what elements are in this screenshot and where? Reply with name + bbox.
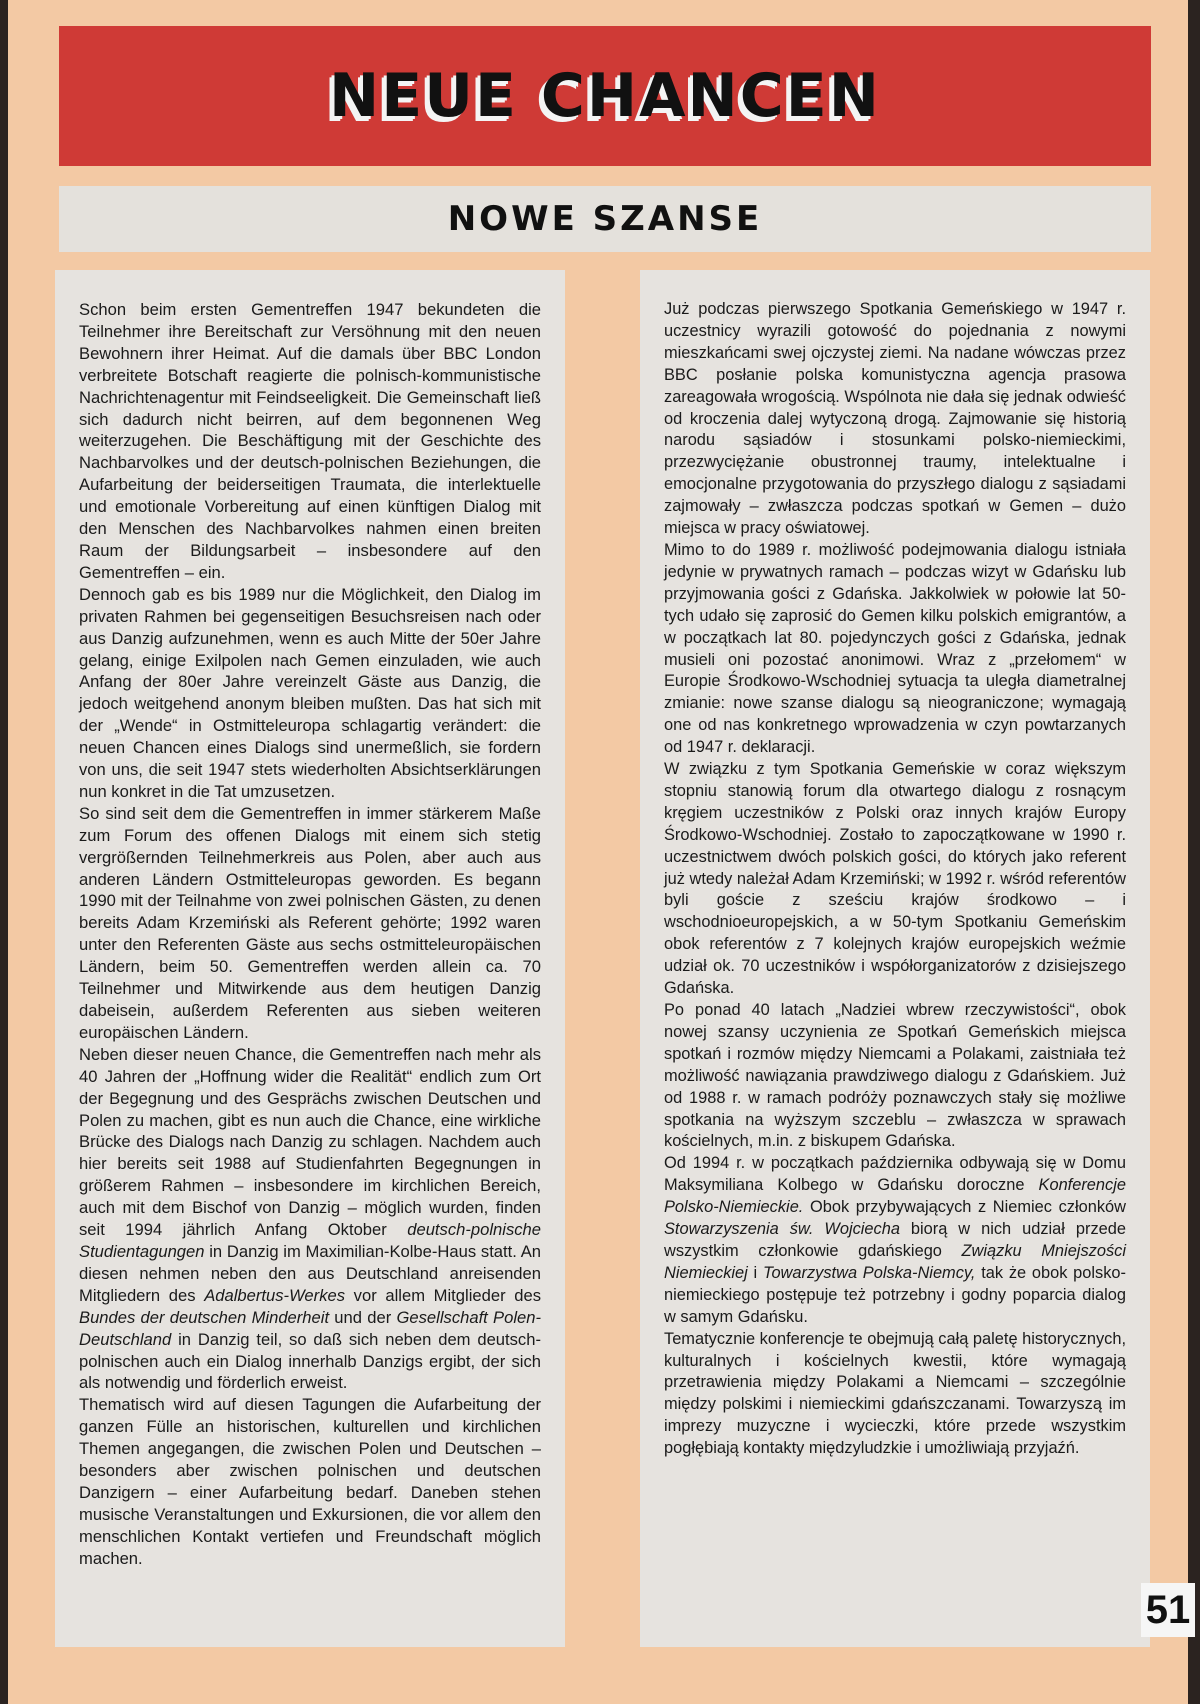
italic-text-run: Konferencje Polsko-Niemieckie. (664, 1176, 1126, 1217)
italic-text-run: Gesellschaft Polen-Deutschland (79, 1307, 542, 1349)
polish-paragraph (664, 1329, 1126, 1460)
text-run: tak że obok polsko-niemieckiego postępuje też potrzebny i godny poparcia dialog w samym Gdańsku. (664, 1263, 1127, 1326)
polish-paragraph (664, 1000, 1126, 1153)
polish-paragraph (664, 759, 1126, 1000)
polish-paragraph (664, 540, 1126, 759)
title-banner (59, 26, 1151, 166)
text-run: in Danzig im Maximilian-Kolbe-Haus statt. An diesen nehmen neben den aus Deutschland anreisenden Mitgliedern des (79, 1241, 541, 1305)
text-run: vor allem Mitglieder des (345, 1285, 541, 1305)
text-run: Po ponad 40 latach „Nadziei wbrew rzeczywistości“, obok nowej szansy uczynienia ze Spotkań Gemeńskich miejsca spotkań i rozmów między Niemcami a Polakami, zaistniała też możliwość nawiązania prawdziwego dialogu z Gdańskiem. Już od 1988 r. w ramach podróży poznawczych stały się możliwe spotkania na wyższym szczeblu – zwłaszcza w sprawach kościelnych, m.in. z biskupem Gdańska. (664, 1001, 1126, 1151)
text-run: W związku z tym Spotkania Gemeńskie w coraz większym stopniu stanowią forum dla otwartego dialogu z rosnącym kręgiem uczestników z Polski oraz innych krajów Europy Środkowo-Wschodniej. Zostało to zapoczątkowane w 1990 r. uczestnictwem dwóch polskich gości, do których jako referent już wtedy należał Adam Krzemiński; w 1992 r. wśród referentów byli goście z sześciu krajów środkowo – i wschodnioeuropejskich, a w 50-tym Spotkaniu Gemeńskim obok referentów z 7 kolejnych krajów europejskich weźmie udział ok. 70 uczestników i współorganizatorów z dzisiejszego Gdańska. (664, 760, 1126, 998)
text-run: Od 1994 r. w początkach października odbywają się w Domu Maksymiliana Kolbego w Gdańsku doroczne (664, 1154, 1126, 1195)
italic-text-run: Towarzystwa Polska-Niemcy, (762, 1263, 976, 1282)
italic-text-run: Stowarzyszenia św. Wojciecha (664, 1220, 900, 1239)
italic-text-run: Związku Mniejszości Niemieckiej (664, 1241, 1126, 1282)
text-run: So sind seit dem die Gementreffen in immer stärkerem Maße zum Forum des offenen Dialogs mit einem sich stetig vergrößernden Teilnehmerkreis aus Polen, aber auch aus anderen Ländern Ostmitteleuropas geworden. Es begann 1990 mit der Teilnahme von zwei polnischen Gästen, zu denen bereits Adam Krzemiński als Referent gehörte; 1992 waren unter den Referenten Gäste aus sechs ostmitteleuropäischen Ländern, beim 50. Gementreffen werden allein ca. 70 Teilnehmer und Mitwirkende aus dem heutigen Danzig dabeisein, außerdem Referenten aus sieben weiteren europäischen Ländern. (79, 803, 541, 1042)
text-run: Neben dieser neuen Chance, die Gementreffen nach mehr als 40 Jahren der „Hoffnung wider die Realität“ endlich zum Ort der Begegnung und des Gesprächs zwischen Deutschen und Polen zu machen, gibt es nun auch die Chance, eine wirkliche Brücke des Dialogs nach Danzig zu schlagen. Nachdem auch hier bereits seit 1988 auf Studienfahrten Begegnungen in größerem Rahmen – insbesondere im kirchlichen Bereich, auch mit dem Bischof von Danzig – möglich wurden, finden seit 1994 jährlich Anfang Oktober (79, 1044, 541, 1240)
page-subtitle: NOWE SZANSE (447, 199, 763, 239)
text-run: Obok przybywających z Niemiec członków (803, 1198, 1126, 1217)
italic-text-run: deutsch-polnische Studientagungen (79, 1220, 541, 1261)
text-run: Już podczas pierwszego Spotkania Gemeńskiego w 1947 r. uczestnicy wyrazili gotowość do pojednania z nowymi mieszkańcami swej ojczystej ziemi. Na nadane wówczas przez BBC posłanie polska komunistyczna agencja prasowa zareagowała wrogością. Wspólnota nie dała się jednak odwieść od kroczenia dalej wytyczoną drogą. Zajmowanie się historią narodu sąsiadów i stosunkami polsko-niemieckimi, przezwyciężanie obustronnej traumy, intelektualne i emocjonalne przygotowania do przyszłego dialogu z sąsiadami zajmowały – zwłaszcza podczas spotkań w Gemen – dużo miejsca w pracy oświatowej. (664, 300, 1126, 538)
german-paragraph (79, 1044, 541, 1395)
page-title: NEUE CHANCEN (329, 61, 881, 131)
text-run: Mimo to do 1989 r. możliwość podejmowania dialogu istniała jedynie w prywatnych ramach – podczas wizyt w Gdańsku lub przyjmowania gości z Gdańska. Jakkolwiek w połowie lat 50-tych udało się zaprosić do Gemen kilku polskich emigrantów, a w początkach lat 80. pojedynczych gości z Gdańska, jednak musieli oni pozostać anonimowi. Wraz z „przełomem“ w Europie Środkowo-Wschodniej sytuacja ta uległa diametralnej zmianie: nowe szanse dialogu są nieograniczone; wymagają one od nas konkretnego wprowadzenia w czyn powtarzanych od 1947 r. deklaracji. (664, 540, 1126, 757)
page-number-badge: 51 (1141, 1583, 1195, 1637)
text-run: und der (329, 1307, 397, 1327)
italic-text-run: Adalbertus-Werkes (204, 1285, 346, 1305)
polish-text-column (640, 270, 1150, 1647)
text-run: Schon beim ersten Gementreffen 1947 bekundeten die Teilnehmer ihre Bereitschaft zur Versöhnung mit den neuen Bewohnern ihrer Heimat. Auf die damals über BBC London verbreitete Botschaft reagierte die polnisch-kommunistische Nachrichtenagentur mit Feindseeligkeit. Die Gemeinschaft ließ sich dadurch nicht beirren, auf dem begonnenen Weg weiterzugehen. Die Beschäftigung mit der Geschichte des Nachbarvolkes und der deutsch-polnischen Beziehungen, die Aufarbeitung der beiderseitigen Traumata, die interlektuelle und emotionale Vorbereitung auf einen künftigen Dialog mit den Menschen des Nachbarvolkes nahmen einen breiten Raum der Bildungsarbeit – insbesondere auf den Gementreffen – ein. (79, 300, 541, 582)
italic-text-run: Bundes der deutschen Minderheit (79, 1307, 330, 1327)
subtitle-banner (59, 186, 1151, 252)
text-run: Dennoch gab es bis 1989 nur die Möglichkeit, den Dialog im privaten Rahmen bei gegenseitigen Besuchsreisen nach oder aus Danzig aufzunehmen, wenn es auch Mitte der 50er Jahre gelang, einige Exilpolen nach Gemen einzuladen, wie auch Anfang der 80er Jahre vereinzelt Gäste aus Danzig, die jedoch weitgehend anonym bleiben mußten. Das hat sich mit der „Wende“ in Ostmitteleuropa schlagartig verändert: die neuen Chancen eines Dialogs sind unermeßlich, sie fordern von uns, die seit 1947 stets wiederholten Absichtserklärungen nun konkret in die Tat umzusetzen. (79, 584, 541, 801)
text-run: i (747, 1263, 763, 1282)
text-run: Tematycznie konferencje te obejmują całą paletę historycznych, kulturalnych i kościelnych kwestii, które wymagają przetrawienia między Polakami a Niemcami – szczególnie między polskimi i niemieckimi gdańszczanami. Towarzyszą im imprezy muzyczne i wycieczki, które przede wszystkim pogłębiają kontakty międzyludzkie i umożliwiają przyjaźń. (664, 1329, 1126, 1458)
text-run: in Danzig teil, so daß sich neben dem deutsch-polnischen auch ein Dialog innerhalb Danzigs ergibt, der sich als notwendig und förderlich erweist. (79, 1329, 541, 1393)
german-paragraph (79, 803, 541, 1044)
german-paragraph (79, 1394, 541, 1569)
polish-paragraph (664, 1153, 1126, 1328)
text-run: biorą w nich udział przede wszystkim członkowie gdańskiego (664, 1220, 1126, 1260)
text-run: Thematisch wird auf diesen Tagungen die Aufarbeitung der ganzen Fülle an historischen, kulturellen und kirchlichen Themen angegangen, die zwischen Polen und Deutschen – besonders aber zwischen polnischen und deutschen Danzigern – einer Aufarbeitung bedarf. Daneben stehen musische Veranstaltungen und Exkursionen, die vor allem den menschlichen Kontakt vertiefen und Freundschaft möglich machen. (79, 1395, 541, 1568)
polish-paragraph (664, 299, 1126, 540)
german-paragraph (79, 584, 541, 803)
german-text-column (55, 270, 565, 1647)
german-paragraph (79, 299, 541, 584)
